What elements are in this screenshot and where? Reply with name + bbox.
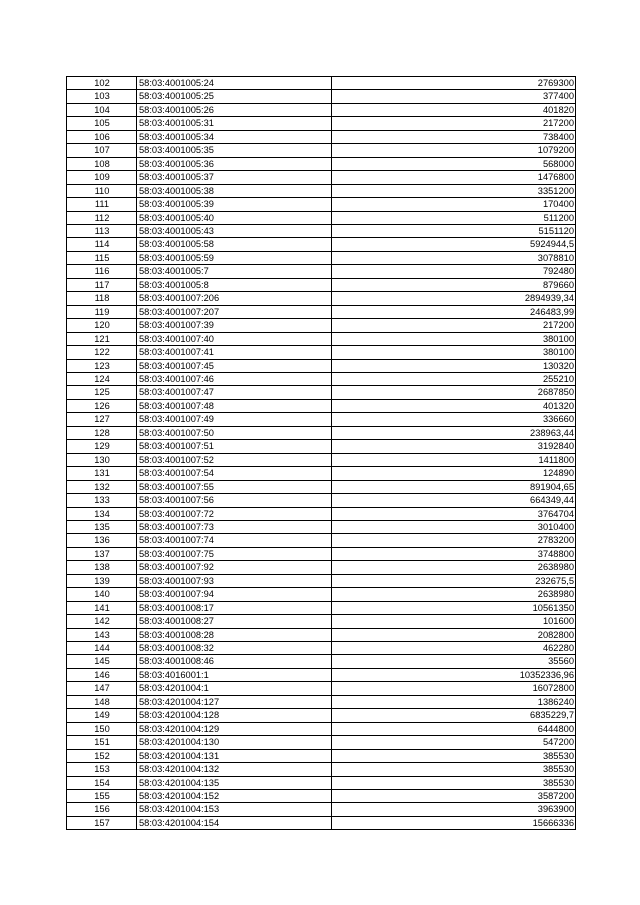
table-row [67, 440, 576, 453]
value-cell: 232675,5 [332, 574, 576, 587]
cadastral-value-table [66, 76, 576, 830]
cadastral-number-cell: 58:03:4001005:26 [137, 103, 332, 116]
row-number-cell: 124 [67, 372, 137, 385]
table-row [67, 184, 576, 197]
row-number-cell: 142 [67, 615, 137, 628]
table-row [67, 198, 576, 211]
cadastral-number-cell: 58:03:4001005:38 [137, 184, 332, 197]
value-cell: 385530 [332, 763, 576, 776]
cadastral-number-cell: 58:03:4001005:43 [137, 224, 332, 237]
cadastral-number-cell: 58:03:4201004:1 [137, 682, 332, 695]
value-cell: 5924944,5 [332, 238, 576, 251]
row-number-cell: 135 [67, 520, 137, 533]
cadastral-number-cell: 58:03:4001007:45 [137, 359, 332, 372]
cadastral-number-cell: 58:03:4001007:51 [137, 440, 332, 453]
value-cell: 217200 [332, 117, 576, 130]
value-cell: 380100 [332, 346, 576, 359]
row-number-cell: 144 [67, 642, 137, 655]
row-number-cell: 149 [67, 709, 137, 722]
row-number-cell: 140 [67, 588, 137, 601]
row-number-cell: 118 [67, 292, 137, 305]
table-row [67, 628, 576, 641]
cadastral-number-cell: 58:03:4001007:46 [137, 372, 332, 385]
value-cell: 2638980 [332, 588, 576, 601]
value-cell: 2894939,34 [332, 292, 576, 305]
row-number-cell: 152 [67, 749, 137, 762]
table-row [67, 803, 576, 816]
cadastral-number-cell: 58:03:4201004:131 [137, 749, 332, 762]
cadastral-number-cell: 58:03:4201004:135 [137, 776, 332, 789]
row-number-cell: 153 [67, 763, 137, 776]
row-number-cell: 145 [67, 655, 137, 668]
row-number-cell: 151 [67, 736, 137, 749]
cadastral-number-cell: 58:03:4001007:52 [137, 453, 332, 466]
table-row [67, 117, 576, 130]
cadastral-number-cell: 58:03:4001007:50 [137, 426, 332, 439]
row-number-cell: 105 [67, 117, 137, 130]
table-row [67, 776, 576, 789]
row-number-cell: 103 [67, 90, 137, 103]
cadastral-number-cell: 58:03:4001007:56 [137, 494, 332, 507]
row-number-cell: 107 [67, 144, 137, 157]
value-cell: 385530 [332, 749, 576, 762]
cadastral-number-cell: 58:03:4001005:39 [137, 198, 332, 211]
cadastral-number-cell: 58:03:4001005:34 [137, 130, 332, 143]
value-cell: 879660 [332, 278, 576, 291]
cadastral-number-cell: 58:03:4201004:128 [137, 709, 332, 722]
row-number-cell: 106 [67, 130, 137, 143]
table-row [67, 292, 576, 305]
value-cell: 2783200 [332, 534, 576, 547]
row-number-cell: 150 [67, 722, 137, 735]
value-cell: 792480 [332, 265, 576, 278]
table-row [67, 507, 576, 520]
cadastral-number-cell: 58:03:4001007:73 [137, 520, 332, 533]
table-row [67, 601, 576, 614]
value-cell: 2687850 [332, 386, 576, 399]
table-row [67, 763, 576, 776]
table-row [67, 144, 576, 157]
row-number-cell: 129 [67, 440, 137, 453]
cadastral-number-cell: 58:03:4201004:154 [137, 816, 332, 829]
row-number-cell: 123 [67, 359, 137, 372]
value-cell: 10561350 [332, 601, 576, 614]
cadastral-number-cell: 58:03:4001008:17 [137, 601, 332, 614]
row-number-cell: 114 [67, 238, 137, 251]
cadastral-number-cell: 58:03:4001007:48 [137, 399, 332, 412]
row-number-cell: 126 [67, 399, 137, 412]
cadastral-number-cell: 58:03:4201004:153 [137, 803, 332, 816]
value-cell: 246483,99 [332, 305, 576, 318]
value-cell: 462280 [332, 642, 576, 655]
value-cell: 217200 [332, 319, 576, 332]
table-row [67, 426, 576, 439]
row-number-cell: 131 [67, 467, 137, 480]
table-row [67, 480, 576, 493]
row-number-cell: 115 [67, 251, 137, 264]
row-number-cell: 137 [67, 547, 137, 560]
table-row [67, 588, 576, 601]
table-row [67, 157, 576, 170]
cadastral-number-cell: 58:03:4001005:31 [137, 117, 332, 130]
row-number-cell: 134 [67, 507, 137, 520]
row-number-cell: 156 [67, 803, 137, 816]
table-row [67, 238, 576, 251]
cadastral-number-cell: 58:03:4001007:206 [137, 292, 332, 305]
table-row [67, 171, 576, 184]
cadastral-number-cell: 58:03:4001005:59 [137, 251, 332, 264]
value-cell: 1476800 [332, 171, 576, 184]
table-row [67, 574, 576, 587]
table-row [67, 467, 576, 480]
value-cell: 3748800 [332, 547, 576, 560]
row-number-cell: 147 [67, 682, 137, 695]
row-number-cell: 113 [67, 224, 137, 237]
cadastral-number-cell: 58:03:4001007:47 [137, 386, 332, 399]
value-cell: 3764704 [332, 507, 576, 520]
value-cell: 255210 [332, 372, 576, 385]
table-row [67, 278, 576, 291]
cadastral-number-cell: 58:03:4001007:49 [137, 413, 332, 426]
value-cell: 101600 [332, 615, 576, 628]
table-row [67, 749, 576, 762]
cadastral-number-cell: 58:03:4001008:32 [137, 642, 332, 655]
cadastral-number-cell: 58:03:4001007:207 [137, 305, 332, 318]
value-cell: 124890 [332, 467, 576, 480]
table-row [67, 709, 576, 722]
cadastral-number-cell: 58:03:4001005:37 [137, 171, 332, 184]
value-cell: 5151120 [332, 224, 576, 237]
cadastral-number-cell: 58:03:4001007:75 [137, 547, 332, 560]
table-row [67, 816, 576, 829]
row-number-cell: 116 [67, 265, 137, 278]
table-row [67, 695, 576, 708]
value-cell: 401820 [332, 103, 576, 116]
row-number-cell: 127 [67, 413, 137, 426]
table-row [67, 265, 576, 278]
row-number-cell: 138 [67, 561, 137, 574]
value-cell: 2082800 [332, 628, 576, 641]
cadastral-number-cell: 58:03:4001007:40 [137, 332, 332, 345]
cadastral-number-cell: 58:03:4001007:92 [137, 561, 332, 574]
table-row [67, 305, 576, 318]
row-number-cell: 146 [67, 668, 137, 681]
row-number-cell: 104 [67, 103, 137, 116]
cadastral-number-cell: 58:03:4001008:46 [137, 655, 332, 668]
cadastral-number-cell: 58:03:4001008:27 [137, 615, 332, 628]
table-row [67, 130, 576, 143]
value-cell: 401320 [332, 399, 576, 412]
row-number-cell: 136 [67, 534, 137, 547]
row-number-cell: 109 [67, 171, 137, 184]
table-row [67, 399, 576, 412]
value-cell: 6444800 [332, 722, 576, 735]
value-cell: 1411800 [332, 453, 576, 466]
value-cell: 568000 [332, 157, 576, 170]
row-number-cell: 148 [67, 695, 137, 708]
cadastral-number-cell: 58:03:4001005:58 [137, 238, 332, 251]
row-number-cell: 143 [67, 628, 137, 641]
row-number-cell: 128 [67, 426, 137, 439]
table-row [67, 346, 576, 359]
cadastral-number-cell: 58:03:4001007:94 [137, 588, 332, 601]
cadastral-number-cell: 58:03:4001008:28 [137, 628, 332, 641]
table-row [67, 682, 576, 695]
cadastral-number-cell: 58:03:4001007:54 [137, 467, 332, 480]
value-cell: 16072800 [332, 682, 576, 695]
row-number-cell: 110 [67, 184, 137, 197]
row-number-cell: 108 [67, 157, 137, 170]
row-number-cell: 121 [67, 332, 137, 345]
cadastral-number-cell: 58:03:4001005:36 [137, 157, 332, 170]
table-row [67, 413, 576, 426]
table-row [67, 642, 576, 655]
cadastral-number-cell: 58:03:4001007:39 [137, 319, 332, 332]
value-cell: 1386240 [332, 695, 576, 708]
row-number-cell: 130 [67, 453, 137, 466]
value-cell: 385530 [332, 776, 576, 789]
row-number-cell: 133 [67, 494, 137, 507]
table-row [67, 668, 576, 681]
row-number-cell: 120 [67, 319, 137, 332]
value-cell: 2769300 [332, 77, 576, 90]
table-row [67, 77, 576, 90]
value-cell: 238963,44 [332, 426, 576, 439]
table-row [67, 103, 576, 116]
cadastral-number-cell: 58:03:4001007:72 [137, 507, 332, 520]
value-cell: 130320 [332, 359, 576, 372]
table-row [67, 224, 576, 237]
table-body [67, 77, 576, 830]
row-number-cell: 141 [67, 601, 137, 614]
cadastral-number-cell: 58:03:4001007:74 [137, 534, 332, 547]
table-row [67, 386, 576, 399]
value-cell: 664349,44 [332, 494, 576, 507]
table-row [67, 359, 576, 372]
value-cell: 547200 [332, 736, 576, 749]
value-cell: 511200 [332, 211, 576, 224]
value-cell: 15666336 [332, 816, 576, 829]
row-number-cell: 154 [67, 776, 137, 789]
row-number-cell: 111 [67, 198, 137, 211]
cadastral-number-cell: 58:03:4001005:25 [137, 90, 332, 103]
value-cell: 377400 [332, 90, 576, 103]
cadastral-number-cell: 58:03:4201004:127 [137, 695, 332, 708]
value-cell: 3587200 [332, 790, 576, 803]
table-row [67, 453, 576, 466]
table-row [67, 561, 576, 574]
cadastral-number-cell: 58:03:4001005:7 [137, 265, 332, 278]
row-number-cell: 155 [67, 790, 137, 803]
value-cell: 3078810 [332, 251, 576, 264]
cadastral-number-cell: 58:03:4001007:93 [137, 574, 332, 587]
value-cell: 380100 [332, 332, 576, 345]
cadastral-number-cell: 58:03:4001005:24 [137, 77, 332, 90]
row-number-cell: 139 [67, 574, 137, 587]
value-cell: 3963900 [332, 803, 576, 816]
cadastral-number-cell: 58:03:4201004:152 [137, 790, 332, 803]
table-row [67, 534, 576, 547]
value-cell: 2638980 [332, 561, 576, 574]
table-row [67, 790, 576, 803]
row-number-cell: 157 [67, 816, 137, 829]
row-number-cell: 117 [67, 278, 137, 291]
table-row [67, 736, 576, 749]
cadastral-number-cell: 58:03:4001005:40 [137, 211, 332, 224]
row-number-cell: 112 [67, 211, 137, 224]
table-row [67, 372, 576, 385]
cadastral-number-cell: 58:03:4001007:55 [137, 480, 332, 493]
table-row [67, 494, 576, 507]
table-row [67, 722, 576, 735]
row-number-cell: 132 [67, 480, 137, 493]
table-row [67, 251, 576, 264]
table-row [67, 319, 576, 332]
value-cell: 3010400 [332, 520, 576, 533]
cadastral-number-cell: 58:03:4201004:130 [137, 736, 332, 749]
cadastral-number-cell: 58:03:4201004:129 [137, 722, 332, 735]
table-row [67, 90, 576, 103]
value-cell: 891904,65 [332, 480, 576, 493]
table-row [67, 332, 576, 345]
value-cell: 170400 [332, 198, 576, 211]
table-row [67, 655, 576, 668]
table-row [67, 615, 576, 628]
value-cell: 1079200 [332, 144, 576, 157]
cadastral-number-cell: 58:03:4001005:35 [137, 144, 332, 157]
value-cell: 3192840 [332, 440, 576, 453]
row-number-cell: 119 [67, 305, 137, 318]
table-row [67, 520, 576, 533]
row-number-cell: 122 [67, 346, 137, 359]
value-cell: 3351200 [332, 184, 576, 197]
row-number-cell: 125 [67, 386, 137, 399]
cadastral-number-cell: 58:03:4001005:8 [137, 278, 332, 291]
value-cell: 35560 [332, 655, 576, 668]
value-cell: 6835229,7 [332, 709, 576, 722]
value-cell: 738400 [332, 130, 576, 143]
table-row [67, 211, 576, 224]
value-cell: 10352336,96 [332, 668, 576, 681]
row-number-cell: 102 [67, 77, 137, 90]
table-row [67, 547, 576, 560]
cadastral-number-cell: 58:03:4001007:41 [137, 346, 332, 359]
value-cell: 336660 [332, 413, 576, 426]
cadastral-number-cell: 58:03:4016001:1 [137, 668, 332, 681]
cadastral-number-cell: 58:03:4201004:132 [137, 763, 332, 776]
